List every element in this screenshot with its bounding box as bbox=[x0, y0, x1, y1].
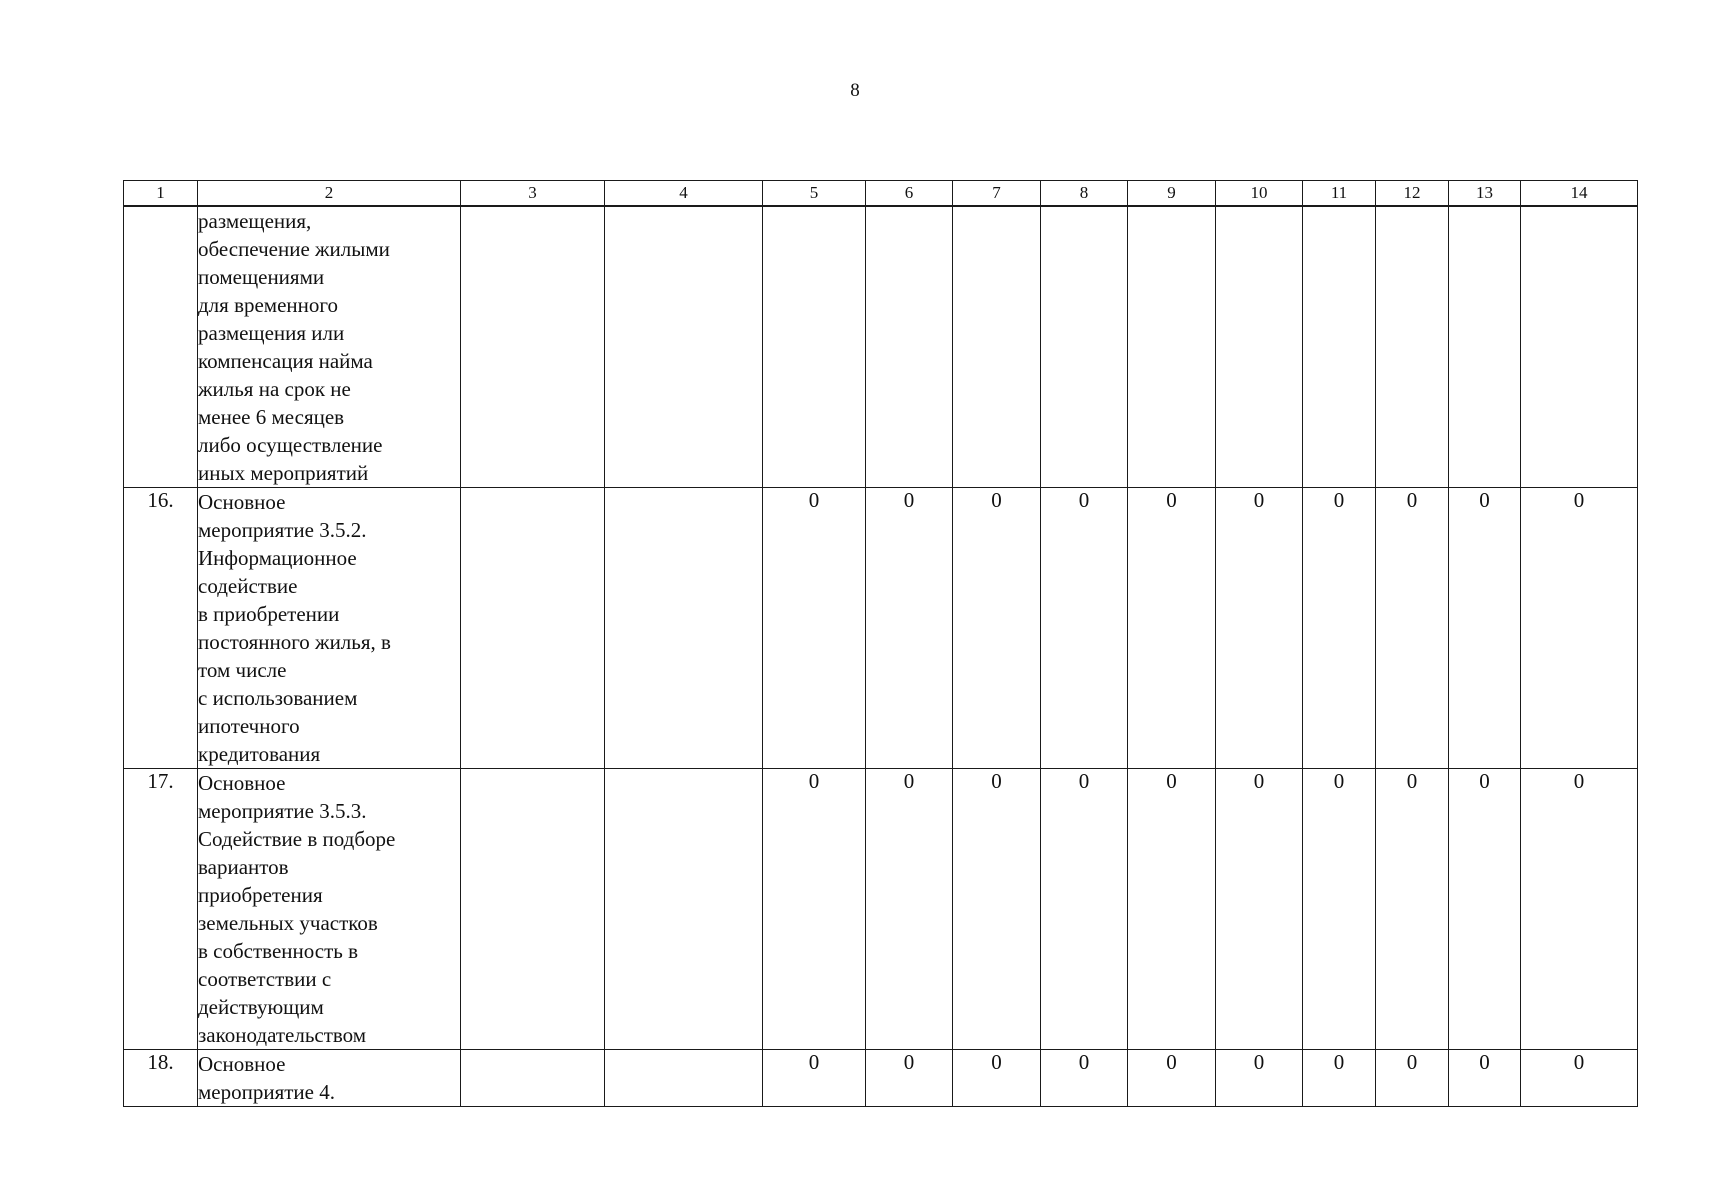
table-row bbox=[124, 1050, 1638, 1107]
column-header: 1 bbox=[124, 181, 198, 207]
value-cell: 0 bbox=[1521, 769, 1638, 1050]
value-cell bbox=[1376, 206, 1449, 488]
column-header: 14 bbox=[1521, 181, 1638, 207]
value-cell: 0 bbox=[1041, 488, 1128, 769]
value-cell: 0 bbox=[1128, 769, 1216, 1050]
value-cell: 0 bbox=[953, 1050, 1041, 1107]
value-cell bbox=[763, 206, 866, 488]
column-header: 2 bbox=[198, 181, 461, 207]
column-header: 7 bbox=[953, 181, 1041, 207]
value-cell: 0 bbox=[1128, 1050, 1216, 1107]
column-header: 4 bbox=[605, 181, 763, 207]
value-cell bbox=[1449, 206, 1521, 488]
cell-col3 bbox=[461, 769, 605, 1050]
table-row bbox=[124, 769, 1638, 1050]
value-cell bbox=[1303, 206, 1376, 488]
column-header: 12 bbox=[1376, 181, 1449, 207]
cell-col4 bbox=[605, 769, 763, 1050]
row-description: Основное мероприятие 3.5.3. Содействие в подборе вариантов приобретения земельных участков в собственность в соответствии с действующим законодательством bbox=[198, 769, 461, 1050]
value-cell: 0 bbox=[1303, 769, 1376, 1050]
row-number bbox=[124, 206, 198, 488]
cell-col4 bbox=[605, 206, 763, 488]
value-cell bbox=[1216, 206, 1303, 488]
cell-col3 bbox=[461, 206, 605, 488]
row-description: размещения, обеспечение жилыми помещениями для временного размещения или компенсация найма жилья на срок не менее 6 месяцев либо осуществление иных мероприятий bbox=[198, 206, 461, 488]
value-cell: 0 bbox=[1216, 769, 1303, 1050]
data-table bbox=[123, 180, 1638, 1107]
value-cell: 0 bbox=[1216, 1050, 1303, 1107]
value-cell: 0 bbox=[866, 488, 953, 769]
row-number: 17. bbox=[124, 769, 198, 1050]
cell-col4 bbox=[605, 488, 763, 769]
value-cell: 0 bbox=[1041, 1050, 1128, 1107]
column-header: 5 bbox=[763, 181, 866, 207]
value-cell: 0 bbox=[1303, 488, 1376, 769]
value-cell: 0 bbox=[1521, 488, 1638, 769]
value-cell: 0 bbox=[1128, 488, 1216, 769]
value-cell: 0 bbox=[953, 488, 1041, 769]
value-cell: 0 bbox=[1449, 1050, 1521, 1107]
value-cell: 0 bbox=[1216, 488, 1303, 769]
value-cell: 0 bbox=[953, 769, 1041, 1050]
value-cell: 0 bbox=[763, 488, 866, 769]
value-cell: 0 bbox=[1376, 1050, 1449, 1107]
value-cell bbox=[866, 206, 953, 488]
value-cell: 0 bbox=[1449, 488, 1521, 769]
cell-col3 bbox=[461, 488, 605, 769]
table-row bbox=[124, 488, 1638, 769]
column-header: 3 bbox=[461, 181, 605, 207]
value-cell: 0 bbox=[1303, 1050, 1376, 1107]
value-cell: 0 bbox=[866, 769, 953, 1050]
value-cell: 0 bbox=[1041, 769, 1128, 1050]
row-description: Основное мероприятие 3.5.2. Информационное содействие в приобретении постоянного жилья, в том числе с использованием ипотечного кредитования bbox=[198, 488, 461, 769]
column-number-header-row bbox=[124, 181, 1638, 207]
value-cell bbox=[953, 206, 1041, 488]
page-number: 8 bbox=[850, 80, 860, 101]
value-cell bbox=[1128, 206, 1216, 488]
value-cell: 0 bbox=[763, 769, 866, 1050]
column-header: 6 bbox=[866, 181, 953, 207]
column-header: 10 bbox=[1216, 181, 1303, 207]
value-cell: 0 bbox=[1521, 1050, 1638, 1107]
value-cell: 0 bbox=[1449, 769, 1521, 1050]
cell-col4 bbox=[605, 1050, 763, 1107]
cell-col3 bbox=[461, 1050, 605, 1107]
value-cell: 0 bbox=[1376, 769, 1449, 1050]
column-header: 11 bbox=[1303, 181, 1376, 207]
table-row bbox=[124, 206, 1638, 488]
value-cell: 0 bbox=[1376, 488, 1449, 769]
row-description: Основное мероприятие 4. bbox=[198, 1050, 461, 1107]
value-cell: 0 bbox=[763, 1050, 866, 1107]
value-cell bbox=[1041, 206, 1128, 488]
column-header: 13 bbox=[1449, 181, 1521, 207]
row-number: 18. bbox=[124, 1050, 198, 1107]
value-cell: 0 bbox=[866, 1050, 953, 1107]
column-header: 9 bbox=[1128, 181, 1216, 207]
row-number: 16. bbox=[124, 488, 198, 769]
column-header: 8 bbox=[1041, 181, 1128, 207]
value-cell bbox=[1521, 206, 1638, 488]
